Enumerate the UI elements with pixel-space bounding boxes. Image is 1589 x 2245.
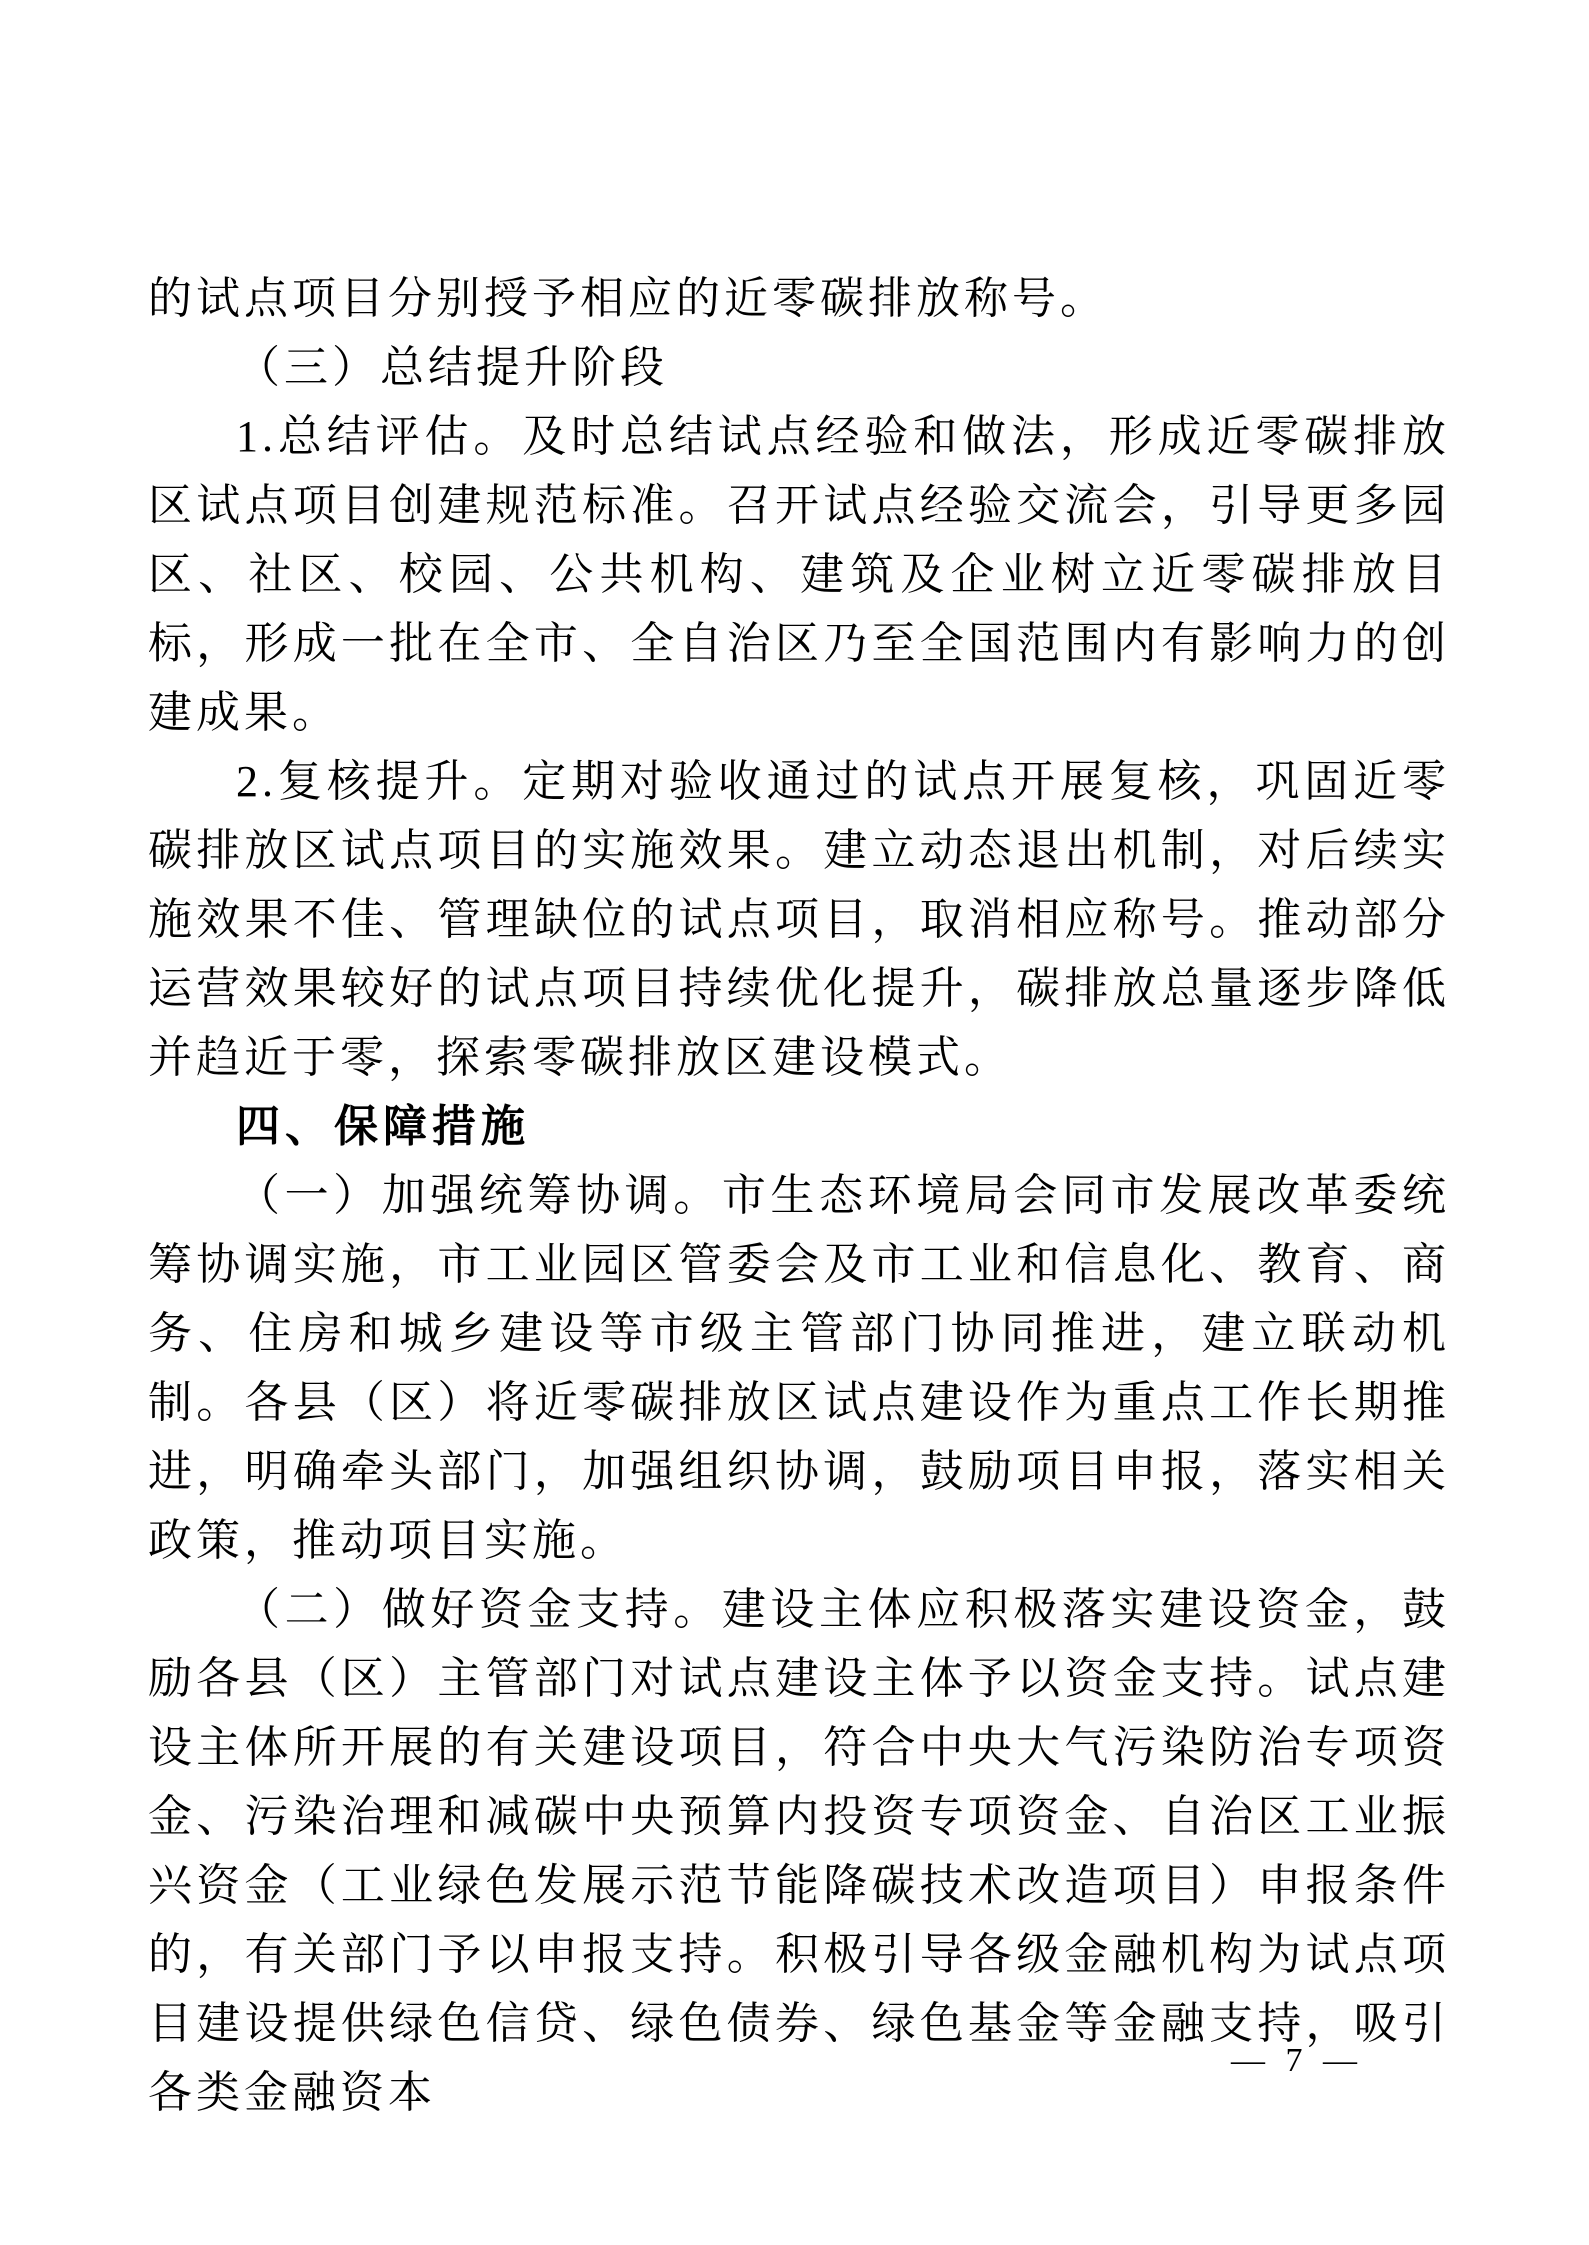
paragraph-summary-evaluation: 1.总结评估。及时总结试点经验和做法，形成近零碳排放区试点项目创建规范标准。召开试点经验交流会，引导更多园区、社区、校园、公共机构、建筑及企业树立近零碳排放目标，形成一批在全市、全自治区乃至全国范围内有影响力的创建成果。 (148, 412, 1450, 737)
paragraph-coordination: （一）加强统筹协调。市生态环境局会同市发展改革委统筹协调实施，市工业园区管委会及市工业和信息化、教育、商务、住房和城乡建设等市级主管部门协同推进，建立联动机制。各县（区）将近零碳排放区试点建设作为重点工作长期推进，明确牵头部门，加强组织协调，鼓励项目申报，落实相关政策，推动项目实施。 (148, 1171, 1450, 1565)
paragraph-funding-support: （二）做好资金支持。建设主体应积极落实建设资金，鼓励各县（区）主管部门对试点建设主体予以资金支持。试点建设主体所开展的有关建设项目，符合中央大气污染防治专项资金、污染治理和减碳中央预算内投资专项资金、自治区工业振兴资金（工业绿色发展示范节能降碳技术改造项目）申报条件的，有关部门予以申报支持。积极引导各级金融机构为试点项目建设提供绿色信贷、绿色债券、绿色基金等金融支持，吸引各类金融资本 (148, 1585, 1450, 2117)
section-heading-safeguard-measures: 四、保障措施 (236, 1102, 530, 1151)
paragraph-continuation: 的试点项目分别授予相应的近零碳排放称号。 (148, 274, 1108, 323)
document-body (148, 264, 1450, 2127)
subheading-stage-three: （三）总结提升阶段 (236, 343, 668, 392)
page-number: — 7 — (1231, 2042, 1363, 2079)
paragraph-review-improvement: 2.复核提升。定期对验收通过的试点开展复核，巩固近零碳排放区试点项目的实施效果。建立动态退出机制，对后续实施效果不佳、管理缺位的试点项目，取消相应称号。推动部分运营效果较好的试点项目持续优化提升，碳排放总量逐步降低并趋近于零，探索零碳排放区建设模式。 (148, 757, 1450, 1082)
